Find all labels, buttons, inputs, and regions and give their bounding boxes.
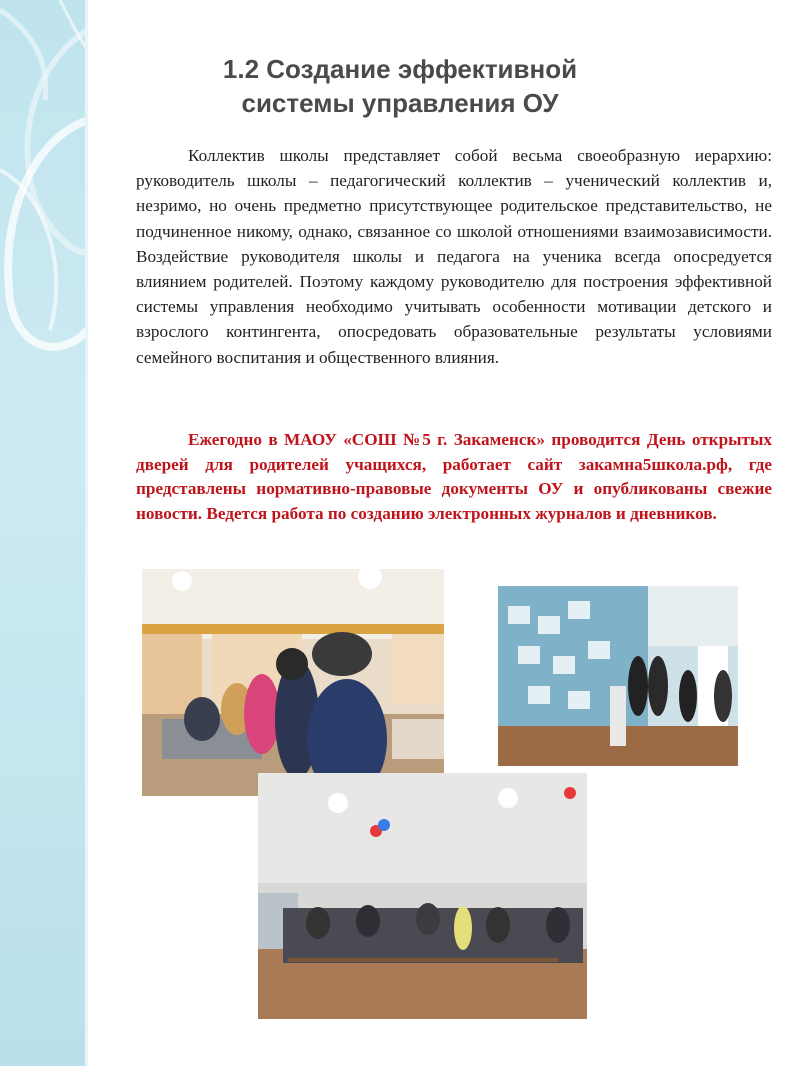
decorative-side-band — [0, 0, 88, 1066]
main-paragraph: Коллектив школы представляет собой весьма своеобразную иерархию: руководитель школы – педагогический коллектив – ученический коллектив и, незримо, но очень предметно присутствующее родительское представительство, не подчиненное никому, однако, связанное со школой отношениями взаимозависимости. Воздействие руководителя школы и педагога на ученика всегда опосредуется влиянием родителей. Поэтому каждому руководителю для построения эффективной системы управления необходимо учитывать особенности мотивации детского и взрослого контингента, опосредовать образовательные результаты условиями семейного воспитания и общественного влияния. — [136, 146, 772, 367]
photo-parents-in-hall — [142, 569, 444, 796]
title-line-1: 1.2 Создание эффективной — [222, 54, 578, 84]
photo-assembly-hall — [258, 773, 587, 1019]
photo-presentation-stand — [498, 586, 738, 766]
decorative-swirl — [0, 0, 88, 1066]
title-line-2: системы управления ОУ — [241, 88, 559, 118]
highlight-paragraph: Ежегодно в МАОУ «СОШ №5 г. Закаменск» проводится День открытых дверей для родителей учащихся, работает сайт закамна5школа.рф, где представлены нормативно-правовые документы ОУ и опубликованы свежие новости. Ведется работа по созданию электронных журналов и дневников. — [136, 430, 772, 523]
page-title — [140, 52, 660, 120]
